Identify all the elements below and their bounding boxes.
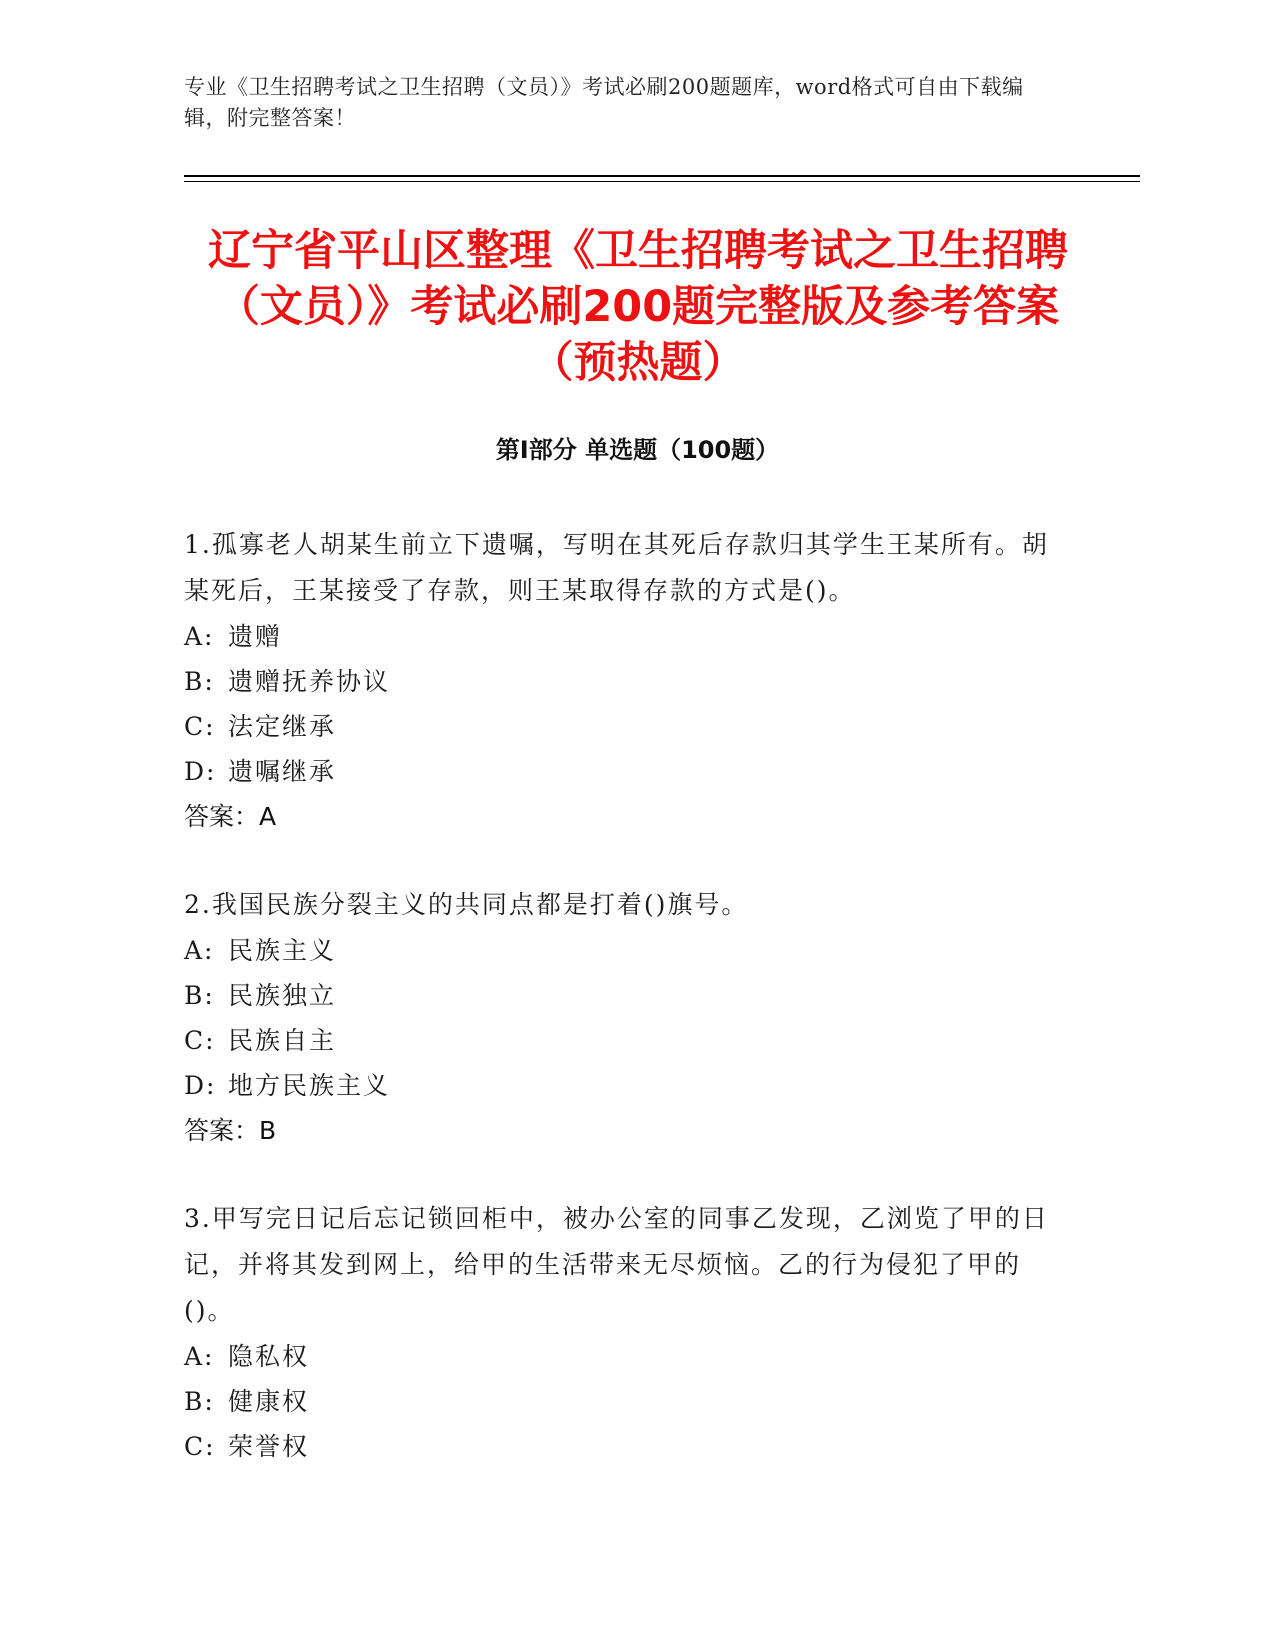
header-divider-thin: [184, 181, 1140, 182]
question-list: [184, 522, 1064, 1511]
option-letter: A:: [184, 936, 215, 965]
option-d: [184, 1063, 1064, 1108]
option-letter: A:: [184, 622, 215, 651]
option-letter: B:: [184, 981, 215, 1010]
option-text: 隐私权: [228, 1342, 310, 1371]
option-letter: A:: [184, 1342, 215, 1371]
option-b: [184, 973, 1064, 1018]
option-text: 民族主义: [228, 936, 337, 965]
option-text: 民族自主: [228, 1026, 337, 1055]
question-stem: 3.甲写完日记后忘记锁回柜中，被办公室的同事乙发现，乙浏览了甲的日记，并将其发到网上，给甲的生活带来无尽烦恼。乙的行为侵犯了甲的()。: [184, 1204, 1049, 1325]
answer-line: 答案：B: [184, 1116, 277, 1145]
section-heading: 第Ⅰ部分 单选题（100题）: [495, 436, 780, 464]
option-letter: B:: [184, 667, 215, 696]
question-stem: 1.孤寡老人胡某生前立下遗嘱，写明在其死后存款归其学生王某所有。胡某死后，王某接受了存款，则王某取得存款的方式是()。: [184, 530, 1049, 605]
option-a: [184, 1334, 1064, 1379]
question-1: [184, 522, 1064, 840]
option-text: 民族独立: [228, 981, 337, 1010]
header-divider-thick: [184, 175, 1140, 177]
option-text: 遗赠抚养协议: [228, 667, 391, 696]
option-text: 法定继承: [228, 712, 337, 741]
option-a: [184, 614, 1064, 659]
question-2: [184, 882, 1064, 1154]
option-d: [184, 749, 1064, 794]
option-text: 遗赠: [228, 622, 283, 651]
option-c: [184, 1018, 1064, 1063]
option-letter: C:: [184, 712, 216, 741]
document-title: 辽宁省平山区整理《卫生招聘考试之卫生招聘（文员）》考试必刷200题完整版及参考答案（预热题）: [208, 226, 1068, 388]
question-3: [184, 1196, 1064, 1469]
option-b: [184, 659, 1064, 704]
option-letter: D:: [184, 1071, 217, 1100]
option-b: [184, 1379, 1064, 1424]
question-stem: 2.我国民族分裂主义的共同点都是打着()旗号。: [184, 890, 749, 919]
header-note: 专业《卫生招聘考试之卫生招聘（文员）》考试必刷200题题库，word格式可自由下载编辑，附完整答案！: [184, 75, 1024, 130]
option-letter: C:: [184, 1026, 216, 1055]
option-text: 遗嘱继承: [228, 757, 337, 786]
option-letter: B:: [184, 1387, 215, 1416]
option-text: 地方民族主义: [228, 1071, 391, 1100]
option-text: 荣誉权: [228, 1432, 310, 1461]
option-letter: C:: [184, 1432, 216, 1461]
option-c: [184, 704, 1064, 749]
answer-line: 答案：A: [184, 802, 277, 831]
option-a: [184, 928, 1064, 973]
option-c: [184, 1424, 1064, 1469]
option-letter: D:: [184, 757, 217, 786]
option-text: 健康权: [228, 1387, 310, 1416]
